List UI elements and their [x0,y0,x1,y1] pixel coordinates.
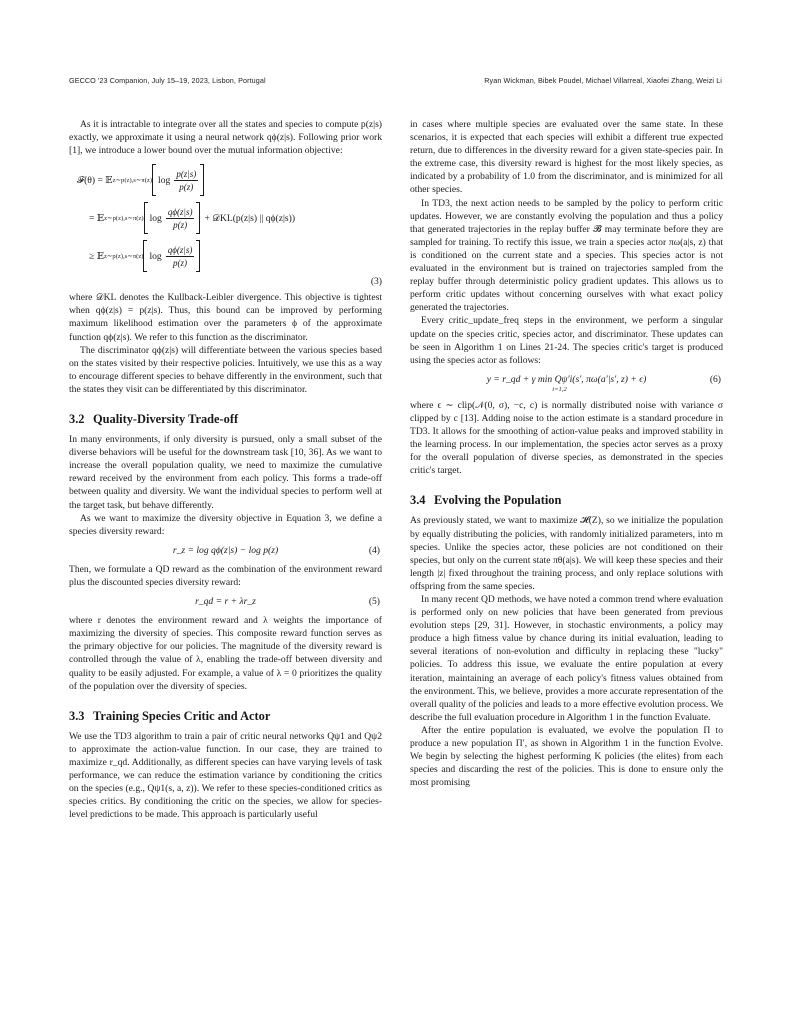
equation-number: (6) [709,373,721,385]
equation-5: r_qd = r + λr_z (5) [195,596,380,608]
section-heading-3-4: 3.4 Evolving the Population [410,493,562,508]
section-heading-3-2: 3.2 Quality-Diversity Trade-off [69,412,239,427]
equation-4: r_z = log qϕ(z|s) − log p(z) (4) [172,544,380,556]
paragraph: Then, we formulate a QD reward as the combination of the environment reward plus the discounted species diversity reward: [69,563,382,588]
equation-6: y = r_qd + γ min Qψ′i(s′, πω(a′|s′, z) + ϵ) (6) i=1,2 [486,373,721,393]
left-column [69,118,382,821]
paragraph: As we want to maximize the diversity objective in Equation 3, we define a species diversity reward: [69,512,382,537]
paragraph: As previously stated, we want to maximize 𝓗(Z), so we initialize the population by equally distributing the policies, with randomly initialized parameters, into m species. Unlike the species actor, these policies are not conditioned on their species, but only on the current state πθ(a|s). We will keep these species and their length |z| fixed throughout the training process, and only replace solutions with offspring from the same species. [410,515,723,592]
section-heading-3-3: 3.3 Training Species Critic and Actor [69,708,271,723]
paragraph: in cases where multiple species are evaluated over the same state. In these scenarios, it is expected that each species will exhibit a different true expected return, due to differences in the diversity reward for a given state-species pair. In the extreme case, this diversity reward is highest for the most likely species, as indicated by a probability of 1.0 from the discriminator, and is minimized for all other species. [410,119,723,196]
equation-number: (3) [370,276,382,288]
paragraph: In many environments, if only diversity is pursued, only a small subset of the diverse behaviors will be useful for the downstream task [10, 36]. As we want to increase the overall population quality, we need to maximize the cumulative reward received by the environment from each policy. This forms a trade-off between quality and diversity. We want the individual species to perform well at the target task, but behave differently. [69,434,382,511]
paragraph: where 𝒟KL denotes the Kullback-Leibler divergence. This objective is tightest when qϕ(z|s) = p(z|s). Thus, this bound can be improved by performing maximum likelihood estimation over the parameters ϕ of the approximate function qϕ(z|s). We refer to this function as the discriminator. [69,292,382,343]
right-column [410,118,723,789]
paragraph: As it is intractable to integrate over all the states and species to compute p(z|s) exactly, we approximate it using a neural network qϕ(z|s). Following prior work [1], we introduce a lower bound over the mutual information objective: [69,119,382,157]
equation-3: 𝓕(θ) = 𝔼 z∼p(z),s∼π(z) log $\frac{p(z|s)}{p(z)}$ = 𝔼 z∼p(z),s∼π(z) log $\frac{q\phi(z|s)}{p(z)}$ + 𝒟KL(p(z|s) || qϕ(z|s)) ≥ 𝔼 z∼p(z),s∼π(z) log $\frac{q\phi(z|s)}{p(z)}$ (3) [69,161,382,287]
running-header-right: Ryan Wickman, Bibek Poudel, Michael Villarreal, Xiaofei Zhang, Weizi Li [484,76,722,85]
paragraph: The discriminator qϕ(z|s) will differentiate between the various species based on the states visited by their respective policies. Intuitively, we use this as a way to encourage different species to behave differently in the environment, such that the states they visit can be differentiated by this discriminator. [69,344,382,395]
paragraph: where ϵ ∼ clip(𝒩(0, σ), −c, c) is normally distributed noise with variance σ clipped by c [13]. Adding noise to the action estimate is a standard procedure in TD3. It allows for the smoothing of action-value peaks and improved stability in the learning process. In our implementation, the species actor serves as a proxy for the overall population of diverse species, as demonstrated in the species critic's target. [410,399,723,477]
equation-number: (5) [368,596,380,608]
paragraph: After the entire population is evaluated, we evolve the population Π to produce a new population Π′, as shown in Algorithm 1 in the function Evolve. We begin by selecting the highest performing K policies (the elites) from each species and discarding the rest of the policies. This is done to ensure only the most promising [410,724,723,789]
running-header-left: GECCO '23 Companion, July 15–19, 2023, Lisbon, Portugal [69,76,266,85]
paragraph: In TD3, the next action needs to be sampled by the policy to perform critic updates. However, we are constantly evolving the population and thus a policy that generated trajectories in the replay buffer 𝓑 may terminate before they are sampled for training. To rectify this issue, we train a species actor πω(a|s, z) that is conditioned on the current state and a species. This species actor is not evaluated in the environment but is trained on trajectories sampled from the replay buffer through deterministic policy gradient updates. This allows us to perform critic updates without concerning ourselves with what exact policy generated the trajectories. [410,197,723,314]
paragraph: In many recent QD methods, we have noted a common trend where evaluation is performed only on new policies that have been generated from previous evolution steps [29, 31]. However, in stochastic environments, a policy may produce a high fitness value by chance during its initial evaluation, leading to several iterations of non-evolution and difficulty in replacing these "lucky" policies. To address this issue, we evaluate the entire population at every iteration, maintaining an average of each policy's fitness values obtained from the environment. This, we believe, provides a more accurate representation of the overall quality of the policies and leads to a more effective evolution process. We describe the full evaluation procedure in Algorithm 1 in the function Evaluate. [410,594,723,723]
paragraph: We use the TD3 algorithm to train a pair of critic neural networks Qψ1 and Qψ2 to approximate the action-value function. In our case, they are trained to maximize r_qd. Additionally, as different species can have varying levels of task performance, we can reduce the estimation variance by conditioning the critics on the species (e.g., Qψ1(s, a, z)). We refer to these species-conditioned critics as species critics. By conditioning the critic on the species, we allow for species-level predictions to be made. This approach is particularly useful [69,730,382,821]
equation-number: (4) [368,544,380,556]
paragraph: Every critic_update_freq steps in the environment, we perform a singular update on the species critic, species actor, and discriminator. These updates can be seen in Algorithm 1 on Lines 21-24. The species critic's target is produced using the species actor as follows: [410,315,723,366]
paragraph: where r denotes the environment reward and λ weights the importance of maximizing the diversity of species. This composite reward function serves as the primary objective for our policies. The magnitude of the diversity reward is controlled through the value of λ, enabling the trade-off between diversity and quality to be easily adjusted. For example, a value of λ = 0 prioritizes the quality of the population over the diversity of species. [69,615,382,692]
